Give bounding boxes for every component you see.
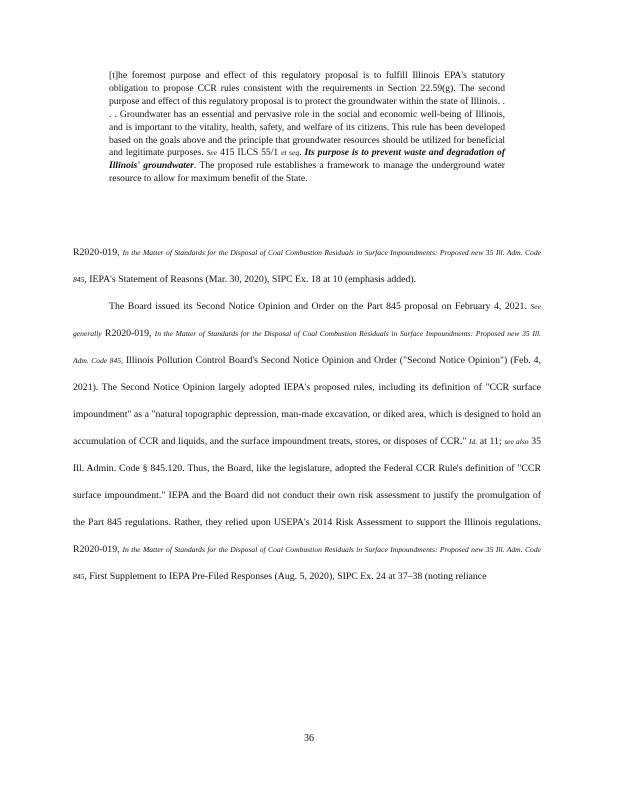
see-generally-signal: See generally (73, 302, 542, 338)
case-name: In the Matter of Standards for the Disposal of Coal Combustion Residuals in Surface Impoundments: Proposed new 35 Ill. Adm. Code 845, (73, 329, 541, 365)
case-name: In the Matter of Standards for the Disposal of Coal Combustion Residuals in Surface Impoundments: Proposed new 35 Ill. Adm. Code 845 (73, 545, 542, 581)
citation-rest: , IEPA's Statement of Reasons (Mar. 30, 2020), SIPC Ex. 18 at 10 (emphasis added). (84, 274, 417, 285)
case-name: In the Matter of Standards for the Disposal of Coal Combustion Residuals in Surface Impoundments: Proposed new 35 Ill. Adm. Code 845 (73, 248, 542, 284)
paragraph-text: The Board issued its Second Notice Opinion and Order on the Part 845 proposal on February 4, 2021. (109, 301, 527, 312)
quote-text-end: . The proposed rule establishes a framework to manage the underground water resource to allow for maximum benefit of the State. (109, 160, 505, 185)
emphasized-quote-text: Its purpose is to prevent waste and degradation of Illinois' groundwater (109, 147, 506, 172)
id-signal: Id. (468, 437, 478, 446)
body-paragraph (73, 293, 541, 590)
citation-paragraph (73, 239, 541, 293)
see-signal: See (206, 148, 218, 158)
quote-text: [t]he foremost purpose and effect of this regulatory proposal is to fulfill Illinois EPA's statutory obligation to propose CCR rules consistent with the requirements in Section 22.59(g). The second purpose and effect of this regulatory proposal is to protect the groundwater within the state of Illinois. . . . Groundwater has an essential and pervasive role in the social and economic well-being of Illinois, and is important to the vitality, health, safety, and welfare of its citizens. This rule has been developed based on the goals above and the principle that groundwater resources should be utilized for beneficial and legitimate purposes. (109, 70, 505, 159)
body-text (73, 239, 541, 590)
paragraph-text: , First Supplement to IEPA Pre-Filed Responses (Aug. 5, 2020), SIPC Ex. 24 at 37–38 (noting reliance (84, 571, 487, 582)
docket-number: R2020-019, (73, 247, 120, 258)
block-quote-paragraph (109, 70, 505, 186)
citation-period: . (299, 147, 302, 159)
statute-citation: 415 ILCS 55/1 (220, 147, 279, 159)
et-seq: et seq (281, 148, 300, 158)
paragraph-text: Illinois Pollution Control Board's Second Notice Opinion and Order ("Second Notice Opinion") (Feb. 4, 2021). The Second Notice Opinion largely adopted IEPA's proposed rules, including its definition of "CCR surface impoundment" as a "natural topographic depression, man-made excavation, or diked area, which is designed to hold an accumulation of CCR and liquids, and the surface impoundment treats, stores, or disposes of CCR." (73, 355, 542, 447)
docket-number: R2020-019, (104, 328, 152, 339)
paragraph-text: at 11; (479, 436, 502, 447)
page-number: 36 (304, 733, 314, 744)
see-also-signal: see also (504, 437, 529, 446)
paragraph-text: 35 Ill. Admin. Code § 845.120. Thus, the Board, like the legislature, adopted the Federal CCR Rule's definition of "CCR surface impoundment." IEPA and the Board did not conduct their own risk assessment to justify the promulgation of the Part 845 regulations. Rather, they relied upon USEPA's 2014 Risk Assessment to support the Illinois regulations. R2020-019, (73, 436, 541, 555)
block-quote (109, 70, 505, 186)
